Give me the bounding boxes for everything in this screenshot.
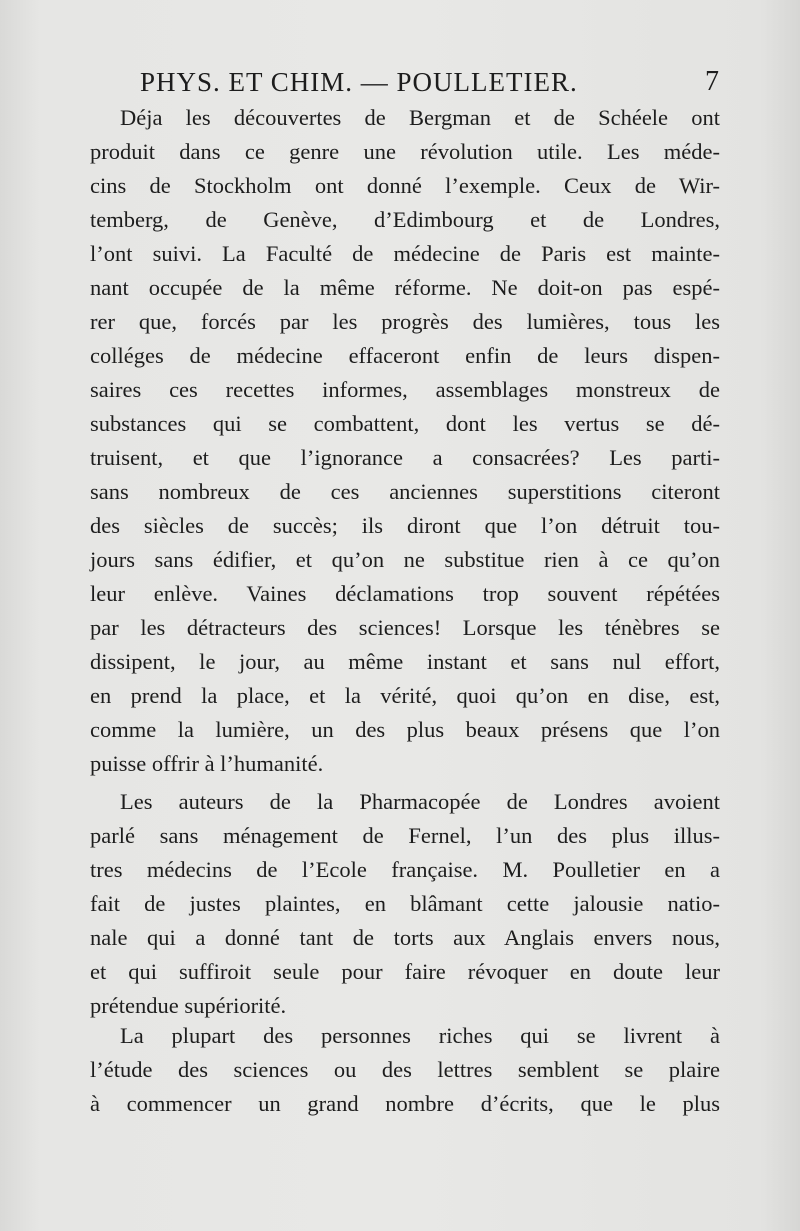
text-line: substances qui se combattent, dont les vertus se dé- bbox=[90, 411, 720, 436]
text-line: et qui suffiroit seule pour faire révoquer en doute leur bbox=[90, 959, 720, 984]
text-line: leur enlève. Vaines déclamations trop souvent répétées bbox=[90, 581, 720, 606]
text-line: temberg, de Genève, d’Edimbourg et de Londres, bbox=[90, 207, 720, 232]
text-line: truisent, et que l’ignorance a consacrées? Les parti- bbox=[90, 445, 720, 470]
text-line: prétendue supériorité. bbox=[90, 993, 287, 1018]
text-line: saires ces recettes informes, assemblages monstreux de bbox=[90, 377, 720, 402]
text-line: jours sans édifier, et qu’on ne substitue rien à ce qu’on bbox=[90, 547, 720, 572]
text-line: nant occupée de la même réforme. Ne doit-on pas espé- bbox=[90, 275, 720, 300]
text-line: des siècles de succès; ils diront que l’on détruit tou- bbox=[90, 513, 720, 538]
text-line: rer que, forcés par les progrès des lumières, tous les bbox=[90, 309, 720, 334]
text-line: sans nombreux de ces anciennes superstitions citeront bbox=[90, 479, 720, 504]
text-line: par les détracteurs des sciences! Lorsque les ténèbres se bbox=[90, 615, 720, 640]
text-line: Les auteurs de la Pharmacopée de Londres avoient bbox=[120, 789, 720, 814]
text-line: puisse offrir à l’humanité. bbox=[90, 751, 324, 776]
text-line: nale qui a donné tant de torts aux Anglais envers nous, bbox=[90, 925, 720, 950]
text-line: Déja les découvertes de Bergman et de Schéele ont bbox=[120, 105, 720, 130]
text-line: fait de justes plaintes, en blâmant cette jalousie natio- bbox=[90, 891, 720, 916]
text-line: colléges de médecine effaceront enfin de leurs dispen- bbox=[90, 343, 720, 368]
text-line: dissipent, le jour, au même instant et sans nul effort, bbox=[90, 649, 720, 674]
text-line: parlé sans ménagement de Fernel, l’un des plus illus- bbox=[90, 823, 720, 848]
text-line: à commencer un grand nombre d’écrits, que le plus bbox=[90, 1091, 720, 1116]
text-line: l’ont suivi. La Faculté de médecine de Paris est mainte- bbox=[90, 241, 720, 266]
text-line: cins de Stockholm ont donné l’exemple. Ceux de Wir- bbox=[90, 173, 720, 198]
text-line: l’étude des sciences ou des lettres semblent se plaire bbox=[90, 1057, 720, 1082]
text-line: tres médecins de l’Ecole française. M. Poulletier en a bbox=[90, 857, 720, 882]
text-line: produit dans ce genre une révolution utile. Les méde- bbox=[90, 139, 720, 164]
running-head bbox=[140, 62, 720, 102]
text-line: en prend la place, et la vérité, quoi qu’on en dise, est, bbox=[90, 683, 720, 708]
page-number: 7 bbox=[705, 66, 720, 97]
running-head-title: PHYS. ET CHIM. — POULLETIER. bbox=[140, 67, 578, 97]
text-line: La plupart des personnes riches qui se livrent à bbox=[120, 1023, 720, 1048]
text-line: comme la lumière, un des plus beaux présens que l’on bbox=[90, 717, 720, 742]
